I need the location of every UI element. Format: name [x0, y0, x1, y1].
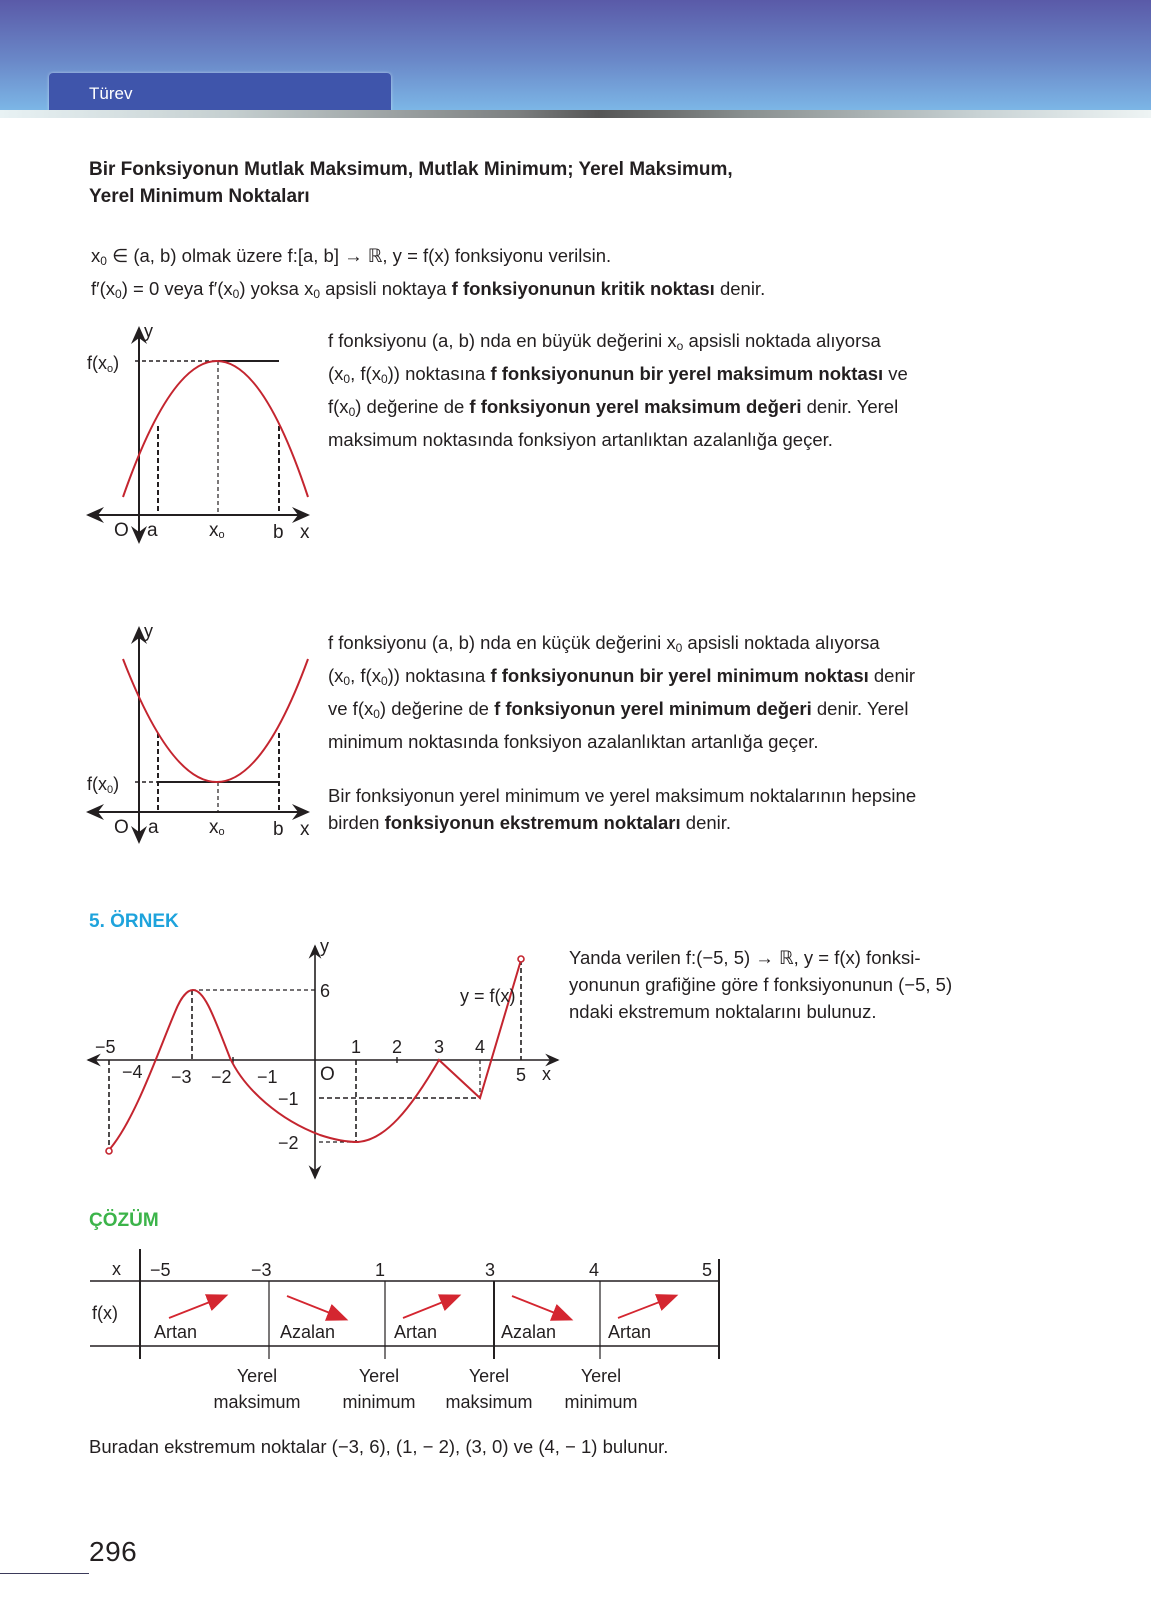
- x-axis-label: x: [542, 1064, 551, 1084]
- origin-label: O: [114, 817, 129, 838]
- x0-label: xo: [209, 520, 225, 541]
- intro-x0-sub: 0: [100, 254, 107, 268]
- x-tick-minus4: −4: [122, 1062, 143, 1082]
- interval-label: Artan: [154, 1322, 198, 1342]
- section-title-line1: Bir Fonksiyonun Mutlak Maksimum, Mutlak Minimum; Yerel Maksimum,: [89, 159, 733, 180]
- solution-heading: ÇÖZÜM: [89, 1210, 159, 1231]
- interval-label: Artan: [608, 1322, 652, 1342]
- min-line2: ($x_0$, $f(x_0)$) noktasına f fonksiyonunun bir yerel minimum noktası denir: [328, 665, 916, 688]
- a-label: a: [148, 817, 159, 838]
- interval-label: Azalan: [280, 1322, 336, 1342]
- x-tick-minus1: −1: [257, 1067, 278, 1087]
- intro-text: f′(x: [91, 278, 116, 299]
- table-x-value: 3: [485, 1260, 496, 1280]
- x-tick-1: 1: [351, 1037, 362, 1057]
- x-tick-3: 3: [434, 1037, 445, 1057]
- min-line4: minimum noktasında fonksiyon azalanlıktan artanlığa geçer.: [328, 731, 819, 752]
- fx0-label: f(x0): [87, 774, 120, 796]
- table-x-value: −3: [251, 1260, 272, 1280]
- x-tick-5: 5: [516, 1065, 527, 1085]
- intro-x0: x: [91, 245, 101, 266]
- origin-label: O: [320, 1064, 335, 1085]
- solution-conclusion: Buradan ekstremum noktalar (−3, 6), (1, − 2), (3, 0) ve (4, − 1) bulunur.: [89, 1436, 669, 1457]
- extremum-label: minimum: [342, 1392, 416, 1412]
- y-tick-6: 6: [320, 981, 331, 1001]
- table-x-value: 4: [589, 1260, 600, 1280]
- x-axis-label: x: [300, 819, 310, 840]
- extremum-label: maksimum: [445, 1392, 533, 1412]
- extremum-label: minimum: [564, 1392, 638, 1412]
- intro-text: ) yoksa x: [239, 278, 314, 299]
- x0-label: xo: [209, 817, 225, 838]
- decreasing-arrow-icon: [512, 1296, 570, 1319]
- local-maximum-definition: [328, 327, 1028, 453]
- increasing-arrow-icon: [169, 1296, 225, 1318]
- intro-sub: 0: [115, 287, 122, 301]
- y-axis-label: y: [144, 321, 153, 341]
- local-minimum-definition: [328, 629, 1048, 836]
- question-line1: Yanda verilen f:(−5, 5) → ℝ, y = f(x) fonksi-: [569, 947, 921, 968]
- example-function-graph: [80, 940, 560, 1180]
- increasing-arrow-icon: [403, 1296, 458, 1318]
- extremum-label: Yerel: [358, 1366, 400, 1386]
- intro-text: denir.: [714, 278, 766, 299]
- intro-text: apsisli noktaya: [320, 278, 452, 299]
- max-line3: $f(x_0)$ değerine de f fonksiyonun yerel maksimum değeri denir. Yerel: [328, 396, 899, 419]
- page-number: 296: [89, 1536, 138, 1567]
- function-label: y = f(x): [460, 986, 516, 1006]
- intro-text: ) = 0 veya f′(x: [121, 278, 233, 299]
- extremum-line2: birden fonksiyonun ekstremum noktaları denir.: [328, 812, 732, 833]
- chapter-tab: [49, 73, 391, 111]
- table-x-value: −5: [150, 1260, 171, 1280]
- local-minimum-graph: [80, 620, 320, 850]
- sign-table: [80, 1245, 730, 1425]
- intro-text: ∈ (a, b) olmak üzere f:[a, b] → ℝ, y = f(x) fonksiyonu verilsin.: [106, 245, 612, 266]
- x-tick-4: 4: [475, 1037, 486, 1057]
- max-line1: f fonksiyonu (a, b) nda en büyük değerini $x_o$ apsisli noktada alıyorsa: [328, 330, 881, 353]
- table-x-value: 5: [702, 1260, 713, 1280]
- extremum-label: maksimum: [213, 1392, 301, 1412]
- intro-paragraph: [91, 242, 991, 308]
- local-maximum-graph: [80, 320, 320, 550]
- max-line4: maksimum noktasında fonksiyon artanlıktan azalanlığa geçer.: [328, 429, 833, 450]
- question-line3: ndaki ekstremum noktalarını bulunuz.: [569, 1001, 877, 1022]
- x-tick-minus3: −3: [171, 1067, 192, 1087]
- table-fx-label: f(x): [92, 1303, 118, 1323]
- extremum-line1: Bir fonksiyonun yerel minimum ve yerel maksimum noktalarının hepsine: [328, 785, 917, 806]
- b-label: b: [273, 819, 284, 840]
- table-x-value: 1: [375, 1260, 386, 1280]
- min-line3: ve $f(x_0)$ değerine de f fonksiyonun yerel minimum değeri denir. Yerel: [328, 698, 909, 721]
- x-tick-minus2: −2: [211, 1067, 232, 1087]
- origin-label: O: [114, 520, 129, 541]
- y-axis-label: y: [320, 940, 329, 956]
- y-tick-minus2: −2: [278, 1133, 299, 1153]
- example-question: [569, 944, 1049, 1025]
- section-title-line2: Yerel Minimum Noktaları: [89, 186, 310, 207]
- example-heading: 5. ÖRNEK: [89, 911, 179, 932]
- chapter-title: Türev: [89, 84, 133, 103]
- extremum-label: Yerel: [580, 1366, 622, 1386]
- y-axis-label: y: [144, 621, 153, 641]
- b-label: b: [273, 522, 284, 543]
- max-line2: ($x_0$, $f(x_0)$) noktasına f fonksiyonunun bir yerel maksimum noktası ve: [328, 363, 908, 386]
- fx0-label: f(xo): [87, 353, 120, 375]
- intro-line1: [91, 242, 991, 275]
- intro-sub: 0: [313, 287, 321, 301]
- x-tick-minus5: −5: [95, 1037, 116, 1057]
- x-tick-2: 2: [392, 1037, 403, 1057]
- x-axis-label: x: [300, 522, 310, 543]
- min-line1: f fonksiyonu (a, b) nda en küçük değerini $x_0$ apsisli noktada alıyorsa: [328, 632, 880, 655]
- interval-label: Azalan: [501, 1322, 557, 1342]
- decreasing-arrow-icon: [287, 1296, 345, 1319]
- intro-line2: [91, 275, 991, 308]
- critical-point-term: f fonksiyonunun kritik noktası: [451, 278, 715, 299]
- intro-sub: 0: [232, 287, 240, 301]
- increasing-arrow-icon: [618, 1296, 675, 1318]
- extremum-label: Yerel: [236, 1366, 278, 1386]
- extremum-label: Yerel: [468, 1366, 510, 1386]
- interval-label: Artan: [394, 1322, 438, 1342]
- question-line2: yonunun grafiğine göre f fonksiyonunun (−5, 5): [569, 974, 953, 995]
- y-tick-minus1: −1: [278, 1089, 299, 1109]
- a-label: a: [147, 520, 158, 541]
- header-divider: [0, 110, 1151, 118]
- page-number-rule: [0, 1573, 89, 1574]
- table-x-label: x: [112, 1259, 121, 1279]
- section-title: [89, 156, 849, 210]
